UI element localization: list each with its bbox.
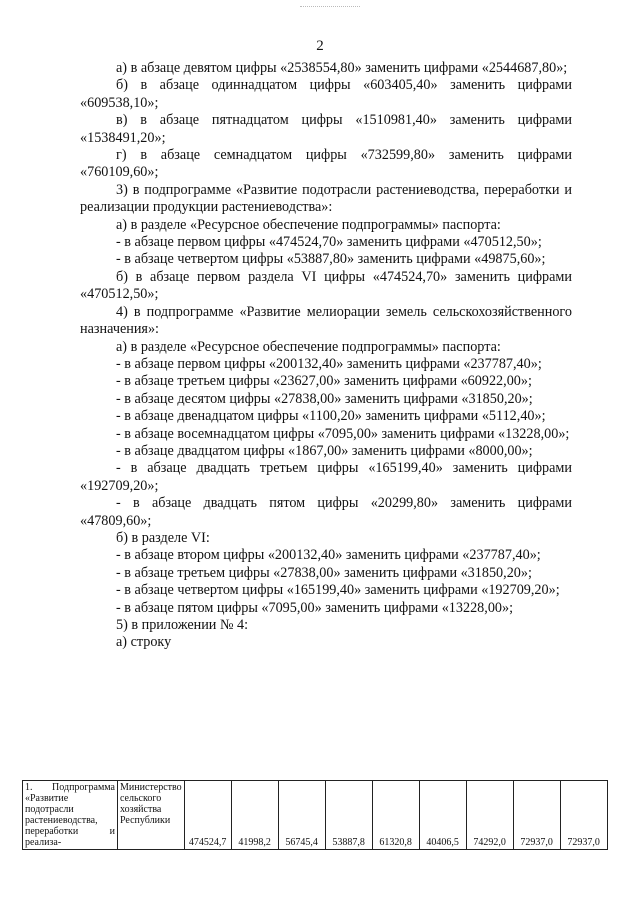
top-scribble [300, 6, 360, 13]
document-body [80, 60, 572, 652]
value-cell: 74292,0 [466, 781, 513, 850]
paragraph: б) в разделе VI: [116, 529, 210, 546]
paragraph: в) в абзаце пятнадцатом цифры «1510981,40» заменить цифрами «1538491,20»; [80, 112, 572, 146]
budget-table [22, 780, 608, 850]
paragraph: - в абзаце первом цифры «474524,70» заменить цифрами «470512,50»; [116, 234, 542, 251]
paragraph: - в абзаце третьем цифры «23627,00» заменить цифрами «60922,00»; [116, 373, 532, 390]
program-cell: 1. Подпрограмма «Развитие подотрасли растениеводства, переработки и реализа- [23, 781, 118, 850]
paragraph: а) в разделе «Ресурсное обеспечение подпрограммы» паспорта: [116, 338, 501, 355]
paragraph: - в абзаце восемнадцатом цифры «7095,00» заменить цифрами «13228,00»; [116, 425, 570, 442]
value-cell: 72937,0 [513, 781, 560, 850]
paragraph: - в абзаце пятом цифры «7095,00» заменить цифрами «13228,00»; [116, 599, 514, 616]
paragraph: г) в абзаце семнадцатом цифры «732599,80» заменить цифрами «760109,60»; [80, 147, 572, 181]
value-cell: 61320,8 [372, 781, 419, 850]
value-cell: 53887,8 [325, 781, 372, 850]
paragraph: - в абзаце двенадцатом цифры «1100,20» заменить цифрами «5112,40»; [116, 408, 546, 425]
paragraph: - в абзаце десятом цифры «27838,00» заменить цифрами «31850,20»; [116, 390, 533, 407]
paragraph: 5) в приложении № 4: [116, 617, 249, 633]
value-cell: 474524,7 [184, 781, 231, 850]
paragraph: б) в абзаце одиннадцатом цифры «603405,40» заменить цифрами «609538,10»; [80, 77, 572, 111]
paragraph: а) строку [116, 634, 172, 651]
page-number: 2 [316, 38, 324, 54]
paragraph: - в абзаце втором цифры «200132,40» заменить цифрами «237787,40»; [116, 547, 541, 564]
paragraph: 3) в подпрограмме «Развитие подотрасли растениеводства, переработки и реализации продукции растениеводства»: [80, 181, 572, 216]
paragraph: - в абзаце четвертом цифры «53887,80» заменить цифрами «49875,60»; [116, 251, 546, 268]
paragraph: - в абзаце двадцатом цифры «1867,00» заменить цифрами «8000,00»; [116, 442, 533, 459]
paragraph: а) в разделе «Ресурсное обеспечение подпрограммы» паспорта: [116, 216, 501, 233]
paragraph: - в абзаце двадцать третьем цифры «165199,40» заменить цифрами «192709,20»; [80, 460, 572, 494]
value-cell: 41998,2 [231, 781, 278, 850]
paragraph: - в абзаце первом цифры «200132,40» заменить цифрами «237787,40»; [116, 355, 542, 372]
paragraph: - в абзаце третьем цифры «27838,00» заменить цифрами «31850,20»; [116, 564, 532, 581]
paragraph: 4) в подпрограмме «Развитие мелиорации земель сельскохозяйственного назначения»: [80, 303, 572, 338]
appendix-table [22, 780, 608, 850]
value-cell: 56745,4 [278, 781, 325, 850]
table-row [23, 781, 608, 850]
paragraph: б) в абзаце первом раздела VI цифры «474524,70» заменить цифрами «470512,50»; [80, 268, 572, 303]
paragraph: а) в абзаце девятом цифры «2538554,80» заменить цифрами «2544687,80»; [116, 60, 568, 76]
paragraph: - в абзаце двадцать пятом цифры «20299,80» заменить цифрами «47809,60»; [80, 495, 572, 529]
paragraph: - в абзаце четвертом цифры «165199,40» заменить цифрами «192709,20»; [116, 582, 560, 599]
value-cell: 40406,5 [419, 781, 466, 850]
executor-cell: Министерство сельского хозяйства Республики [118, 781, 185, 850]
value-cell: 72937,0 [560, 781, 607, 850]
